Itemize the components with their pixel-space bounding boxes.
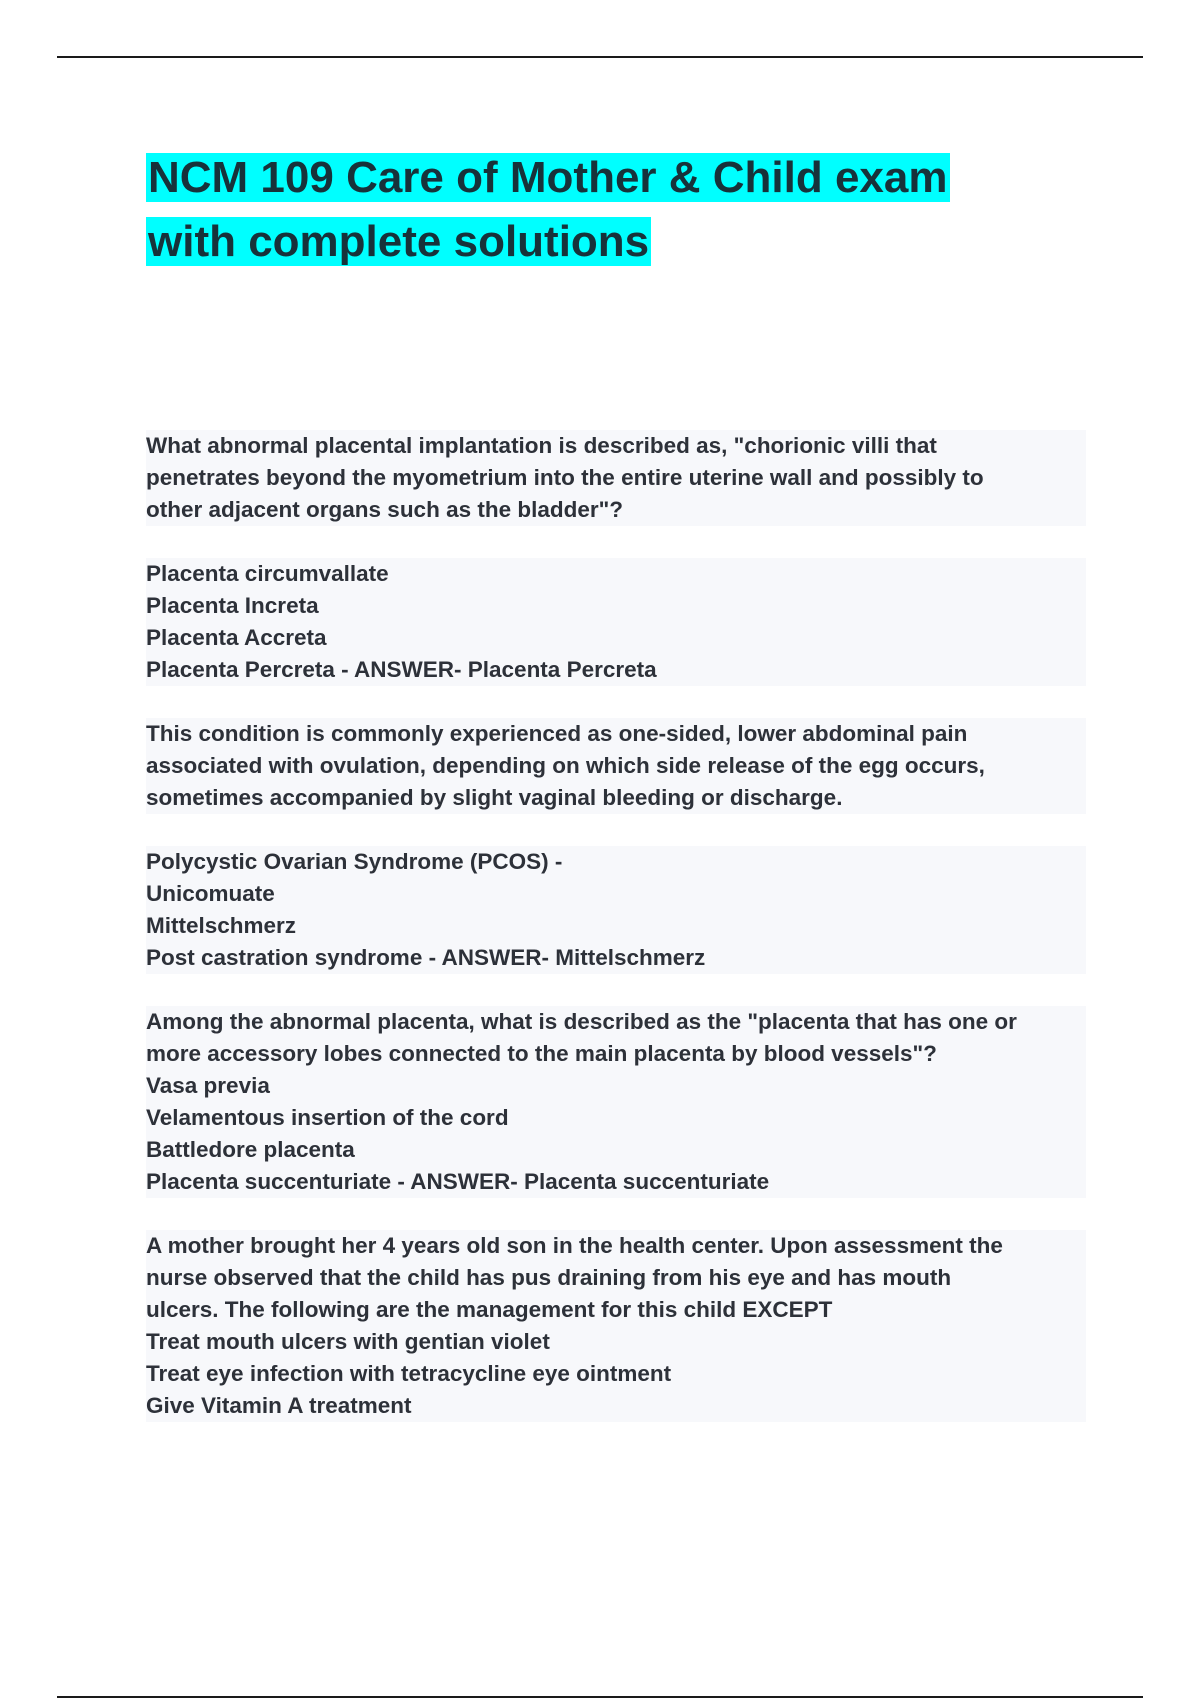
header-rule — [57, 56, 1143, 58]
option-item: Velamentous insertion of the cord — [146, 1105, 509, 1130]
option-answer: Placenta succenturiate - ANSWER- Placenta succenturiate — [146, 1169, 770, 1194]
question-text — [146, 430, 1086, 526]
question-line: other adjacent organs such as the bladder"? — [146, 497, 624, 522]
title-line: with complete solutions — [148, 217, 650, 266]
option-item: Battledore placenta — [146, 1137, 355, 1162]
options-list — [146, 846, 1086, 974]
question-line: penetrates beyond the myometrium into the entire uterine wall and possibly to — [146, 465, 984, 490]
option-item: Vasa previa — [146, 1073, 270, 1098]
option-item: Give Vitamin A treatment — [146, 1393, 412, 1418]
document-body — [146, 430, 1086, 1422]
option-item: Unicomuate — [146, 881, 275, 906]
question-line: ulcers. The following are the management for this child EXCEPT — [146, 1297, 833, 1322]
qa-block-1 — [146, 430, 1086, 686]
question-line: sometimes accompanied by slight vaginal bleeding or discharge. — [146, 785, 843, 810]
option-item: Polycystic Ovarian Syndrome (PCOS) - — [146, 849, 563, 874]
question-line: nurse observed that the child has pus draining from his eye and has mouth — [146, 1265, 952, 1290]
qa-block-3 — [146, 1006, 1086, 1198]
option-answer: Post castration syndrome - ANSWER- Mittelschmerz — [146, 945, 706, 970]
question-line: more accessory lobes connected to the main placenta by blood vessels"? — [146, 1041, 937, 1066]
options-list — [146, 558, 1086, 686]
option-item: Placenta Accreta — [146, 625, 327, 650]
option-item: Treat eye infection with tetracycline eye ointment — [146, 1361, 672, 1386]
question-text — [146, 718, 1086, 814]
qa-block-4 — [146, 1230, 1086, 1422]
option-item: Treat mouth ulcers with gentian violet — [146, 1329, 550, 1354]
title-line: NCM 109 Care of Mother & Child exam — [148, 153, 948, 202]
question-line: Among the abnormal placenta, what is described as the "placenta that has one or — [146, 1009, 1017, 1034]
question-text — [146, 1230, 1086, 1422]
option-answer: Placenta Percreta - ANSWER- Placenta Percreta — [146, 657, 657, 682]
question-line: This condition is commonly experienced as one-sided, lower abdominal pain — [146, 721, 968, 746]
question-text — [146, 1006, 1086, 1198]
option-item: Mittelschmerz — [146, 913, 297, 938]
option-item: Placenta Increta — [146, 593, 319, 618]
footer-rule — [57, 1696, 1143, 1698]
option-item: Placenta circumvallate — [146, 561, 389, 586]
question-line: associated with ovulation, depending on which side release of the egg occurs, — [146, 753, 985, 778]
document-title — [146, 146, 1086, 274]
question-line: What abnormal placental implantation is described as, "chorionic villi that — [146, 433, 937, 458]
question-line: A mother brought her 4 years old son in the health center. Upon assessment the — [146, 1233, 1003, 1258]
qa-block-2 — [146, 718, 1086, 974]
